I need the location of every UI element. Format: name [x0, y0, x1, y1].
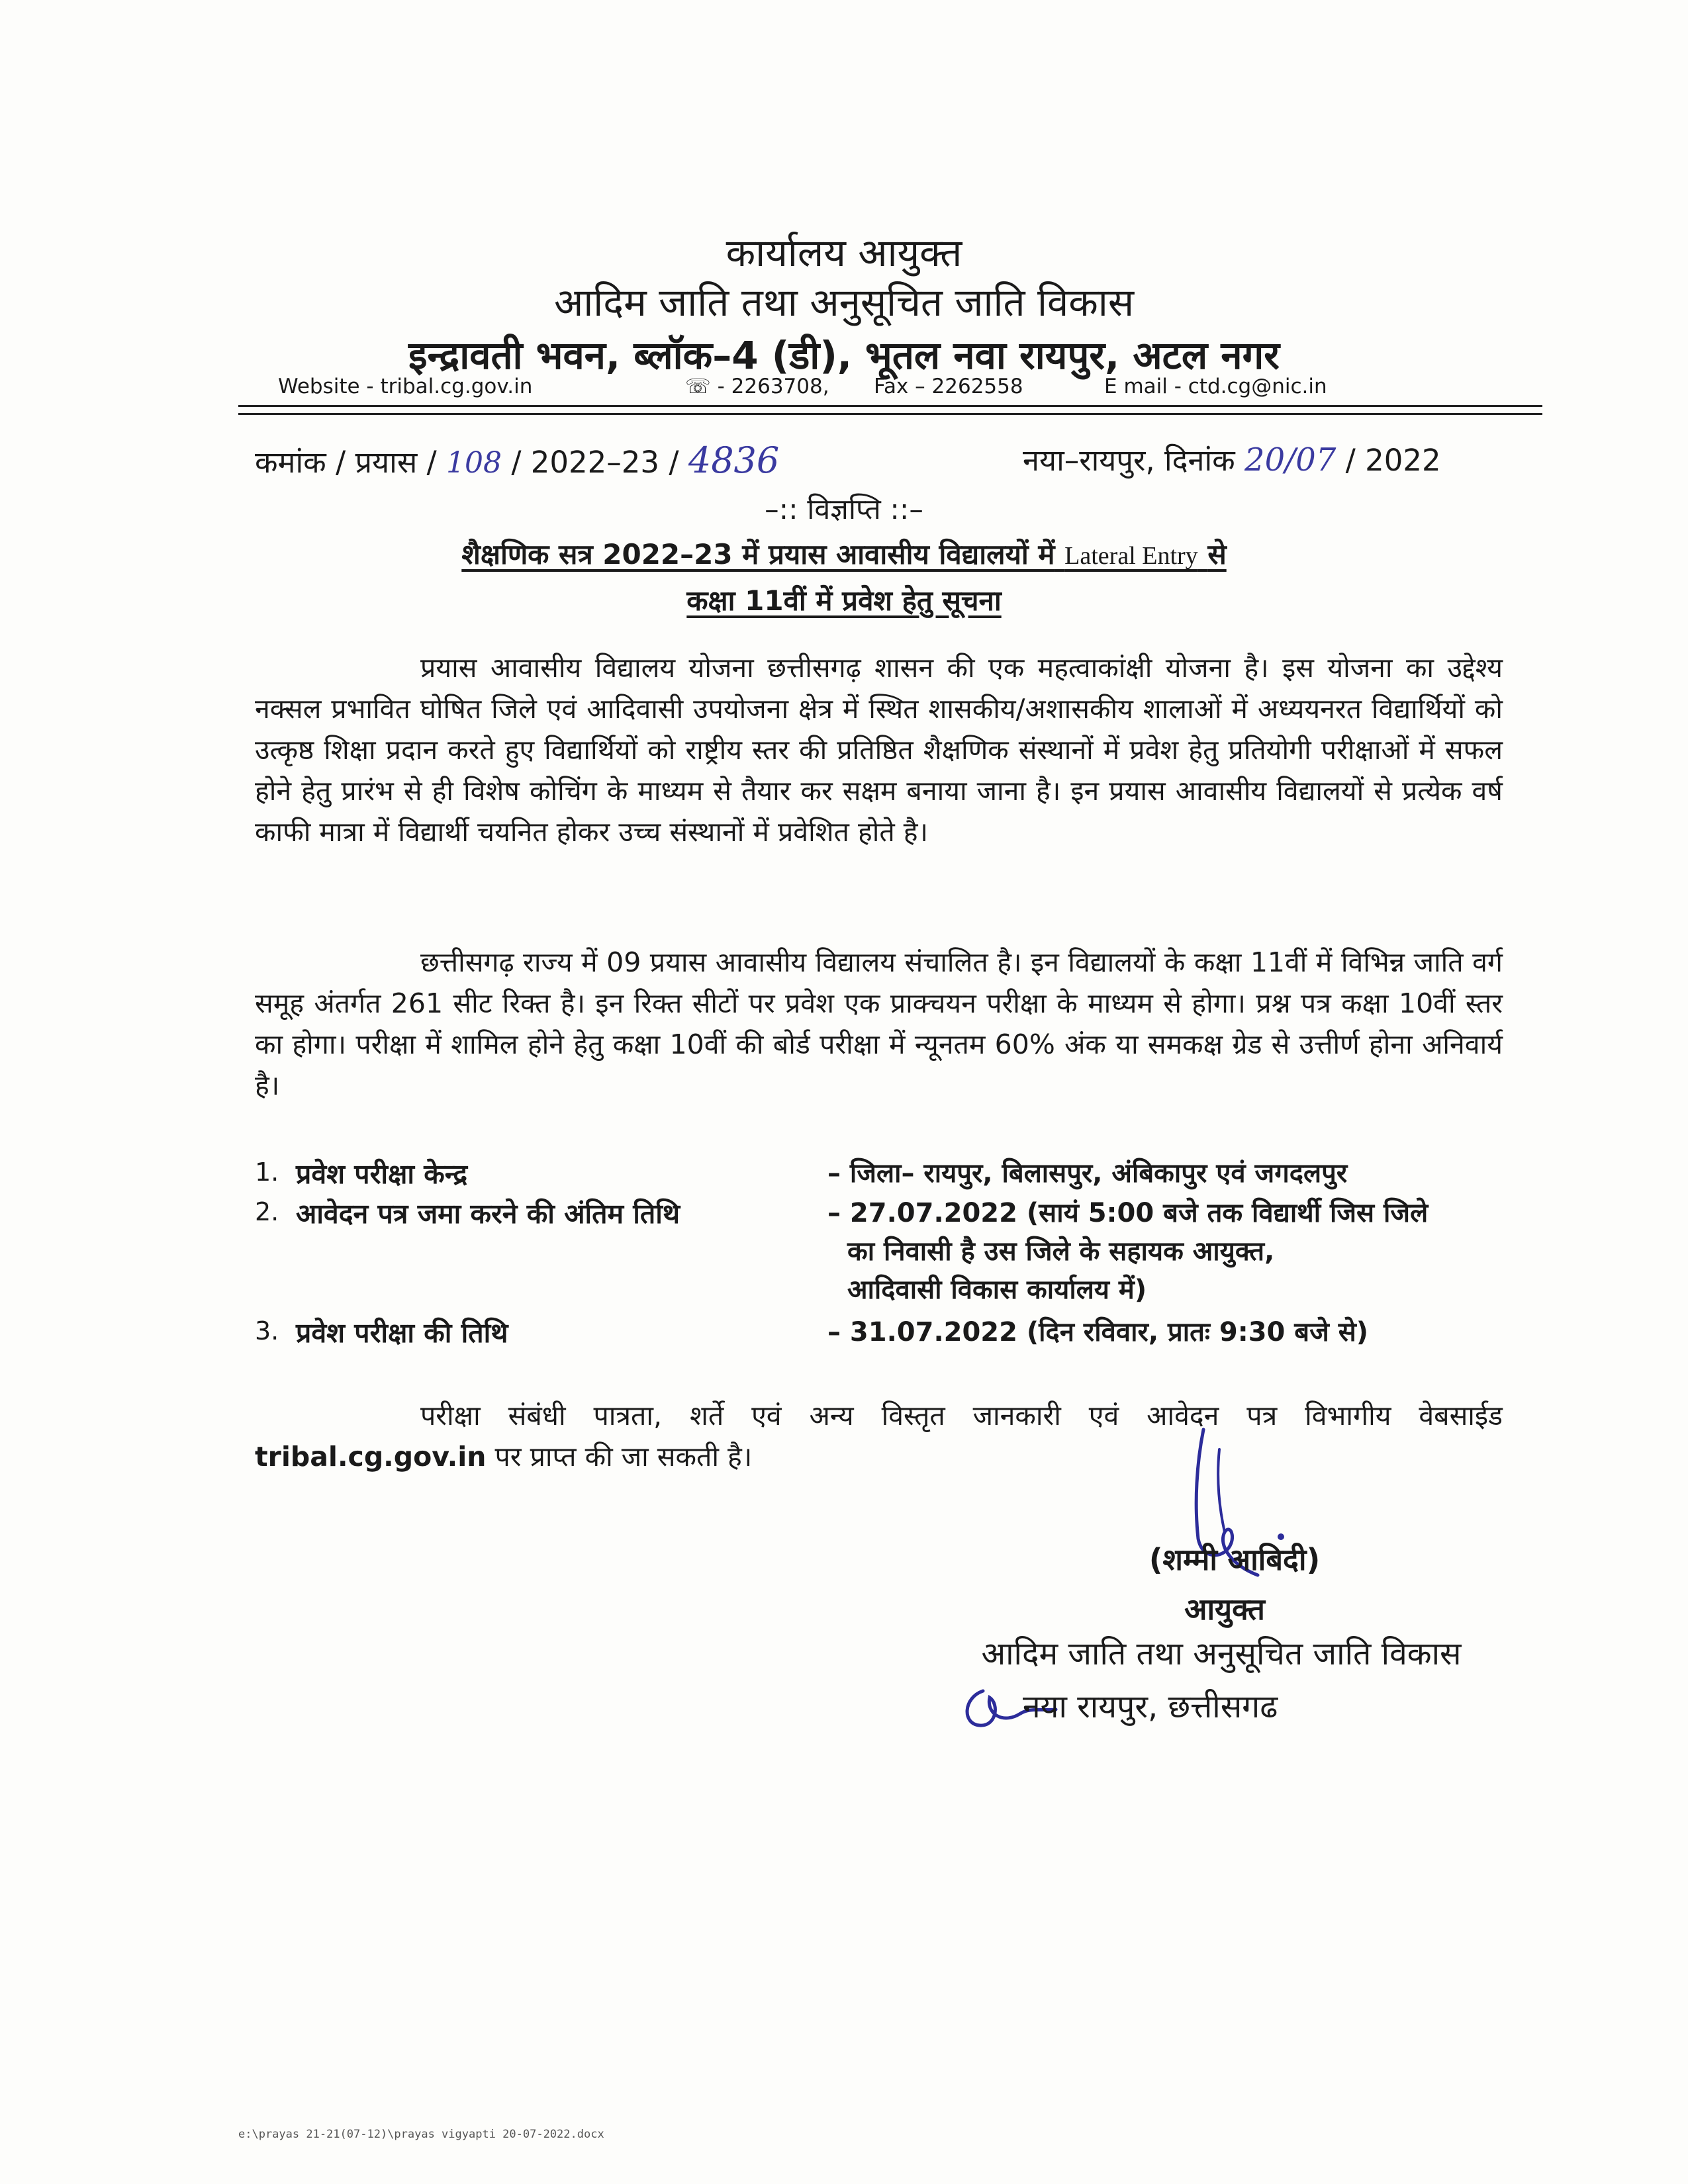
reference-file-no: 108 [446, 446, 502, 480]
paragraph3-text-a: परीक्षा संबंधी पात्रता, शर्ते एवं अन्य विस्तृत जानकारी एवं आवेदन पत्र विभागीय वेबसाईड [420, 1400, 1503, 1432]
signatory-name: (शम्मी आबिदी) [1149, 1542, 1321, 1577]
fax-text: Fax – 2262558 [874, 375, 1023, 398]
schedule-num: 3. [255, 1316, 279, 1345]
department-title: आदिम जाति तथा अनुसूचित जाति विकास [553, 280, 1135, 325]
date-year: / 2022 [1345, 443, 1441, 478]
reference-line [255, 437, 1499, 483]
schedule-label: प्रवेश परीक्षा की तिथि [296, 1317, 508, 1349]
reference-prefix: कमांक / प्रयास / [255, 445, 437, 480]
reference-number [255, 439, 779, 482]
subject-part-a: शैक्षणिक सत्र 2022–23 में प्रयास आवासीय विद्यालयों में [461, 538, 1055, 570]
reference-dispatch-no: 4836 [688, 439, 780, 481]
body-paragraph-1: प्रयास आवासीय विद्यालय योजना छत्तीसगढ़ शासन की एक महत्वाकांक्षी योजना है। इस योजना का उद्देश्य नक्सल प्रभावित घोषित जिले एवं आदिवासी उपयोजना क्षेत्र में स्थित शासकीय/अशासकीय शालाओं में अध्ययनरत विद्यार्थियों को उत्कृष्ठ शिक्षा प्रदान करते हुए विद्यार्थियों को राष्ट्रीय स्तर की प्रतिष्ठित शैक्षणिक संस्थानों में प्रवेश हेतु प्रतियोगी परीक्षाओं में सफल होने हेतु प्रारंभ से ही विशेष कोचिंग के माध्यम से तैयार कर सक्षम बनाया जाना है। इन प्रयास आवासीय विद्यालयों से प्रत्येक वर्ष काफी मात्रा में विद्यार्थी चयनित होकर उच्च संस्थानों में प्रवेशित होते है। [255, 652, 1503, 848]
schedule-value-line1: – 27.07.2022 (सायं 5:00 बजे तक विद्यार्थी जिस जिले [827, 1198, 1429, 1228]
notice-title: –:: विज्ञप्ति ::– [765, 493, 923, 526]
document-file-path: e:\prayas 21-21(07-12)\prayas vigyapti 20-07-2022.docx [238, 2128, 604, 2141]
header-divider-bottom [238, 413, 1542, 415]
signatory-designation: आयुक्त [1184, 1592, 1265, 1627]
signatory-place: नया रायपुर, छत्तीसगढ [1023, 1688, 1278, 1725]
place-date [1023, 439, 1441, 480]
signatory-department: आदिम जाति तथा अनुसूचित जाति विकास [981, 1635, 1462, 1672]
header-divider-top [238, 405, 1542, 407]
schedule-item-2 [255, 1195, 1513, 1314]
date-handwritten: 20/07 [1244, 441, 1336, 478]
email-text: E mail - ctd.cg@nic.in [1104, 375, 1327, 398]
office-address: इन्द्रावती भवन, ब्लॉक–4 (डी), भूतल नवा रायपुर, अटल नगर [408, 333, 1280, 378]
schedule-num: 1. [255, 1158, 279, 1187]
schedule-label: आवेदन पत्र जमा करने की अंतिम तिथि [296, 1198, 680, 1230]
schedule-value: – 31.07.2022 (दिन रविवार, प्रातः 9:30 बजे से) [827, 1317, 1369, 1347]
notice-subject-line1 [0, 535, 1688, 572]
schedule-label: प्रवेश परीक्षा केन्द्र [296, 1158, 468, 1190]
reference-year: / 2022–23 / [511, 445, 679, 480]
schedule-num: 2. [255, 1197, 279, 1226]
schedule-item-1 [255, 1155, 1513, 1195]
office-title: कार्यालय आयुक्त [726, 230, 962, 275]
schedule-value-line2: का निवासी है उस जिले के सहायक आयुक्त, [847, 1236, 1275, 1267]
contact-line [0, 375, 1688, 404]
body-paragraph-2: छत्तीसगढ़ राज्य में 09 प्रयास आवासीय विद्यालय संचालित है। इन विद्यालयों के कक्षा 11वीं में विभिन्न जाति वर्ग समूह अंतर्गत 261 सीट रिक्त है। इन रिक्त सीटों पर प्रवेश एक प्राक्चयन परीक्षा के माध्यम से होगा। प्रश्न पत्र कक्षा 10वीं स्तर का होगा। परीक्षा में शामिल होने हेतु कक्षा 10वीं की बोर्ड परीक्षा में न्यूनतम 60% अंक या समकक्ष ग्रेड से उत्तीर्ण होना अनिवार्य है। [255, 946, 1503, 1101]
notice-subject-line2 [0, 581, 1688, 619]
phone-text: ☏ - 2263708, [685, 375, 829, 398]
website-text: Website - tribal.cg.gov.in [278, 375, 533, 398]
subject-line1-text [461, 538, 1226, 570]
place-date-prefix: नया–रायपुर, दिनांक [1023, 443, 1235, 478]
subject-part-b: से [1207, 538, 1227, 570]
website-reference: tribal.cg.gov.in [255, 1441, 487, 1473]
paragraph3-text-b: पर प्राप्त की जा सकती है। [494, 1441, 753, 1473]
schedule-value: – जिला– रायपुर, बिलासपुर, अंबिकापुर एवं जगदलपुर [827, 1158, 1348, 1189]
subject-line2-text: कक्षा 11वीं में प्रवेश हेतु सूचना [686, 584, 1002, 617]
schedule-value-line3: आदिवासी विकास कार्यालय में) [847, 1275, 1147, 1305]
subject-latin: Lateral Entry [1064, 542, 1198, 570]
schedule-item-3 [255, 1314, 1513, 1353]
